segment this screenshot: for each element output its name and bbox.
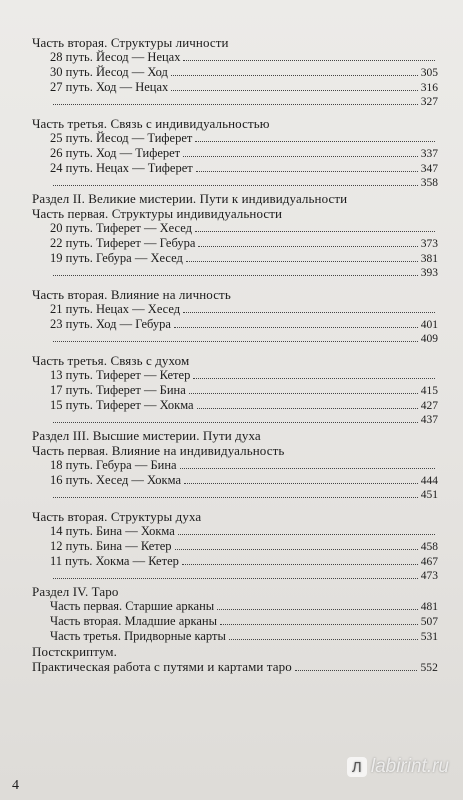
toc-page-number: 337 [420,148,438,160]
dot-leader [53,496,418,498]
toc-entry-label: Часть третья. Связь с индивидуальностью [32,116,270,131]
toc-entry-label: Раздел III. Высшие мистерии. Пути духа [32,428,261,443]
toc-entry [28,176,438,191]
dot-leader [53,103,418,105]
toc-entry [28,473,438,488]
toc-entry [28,614,438,629]
dot-leader [183,155,418,157]
toc-entry-label: 23 путь. Ход — Гебура [50,317,171,331]
toc-entry [28,383,438,398]
toc-entry [28,368,438,383]
toc-entry [28,50,438,65]
watermark-text: labirint.ru [370,756,449,777]
dot-leader [182,563,418,565]
dot-leader [229,638,418,640]
toc-entry-label: 24 путь. Нецах — Тиферет [50,161,193,175]
dot-leader [175,548,418,550]
dot-leader [220,623,418,625]
toc-entry-label: 28 путь. Йесод — Нецах [50,50,181,64]
toc-entry-label: Часть первая. Старшие арканы [50,599,215,613]
toc-page-number: 552 [420,662,438,674]
dot-leader [53,184,418,186]
toc-entry [28,302,438,317]
dot-leader [186,260,418,262]
toc-entry [28,599,438,614]
toc-entry-label: Практическая работа с путями и картами таро [32,659,292,674]
toc-entry-label: Раздел II. Великие мистерии. Пути к индивидуальности [32,191,348,206]
toc-page-number: 327 [420,96,438,108]
toc-entry-label: 27 путь. Ход — Нецах [50,80,169,94]
dot-leader [195,230,435,232]
page-number: 4 [12,778,19,793]
toc-entry [28,131,438,146]
dot-leader [178,533,435,535]
toc-entry [28,80,438,95]
toc-entry [28,146,438,161]
dot-leader [195,140,435,142]
toc-entry-label: 30 путь. Йесод — Ход [50,65,168,79]
toc-page-number: 393 [420,267,438,279]
toc-entry [28,524,438,539]
toc-heading [28,116,438,131]
dot-leader [53,340,418,342]
dot-leader [53,274,418,276]
toc-subheading [28,206,438,221]
table-of-contents [28,35,438,674]
toc-entry-label: 13 путь. Тиферет — Кетер [50,368,191,382]
toc-page-number: 415 [420,385,438,397]
toc-entry-label: 15 путь. Тиферет — Хокма [50,398,194,412]
toc-heading [28,509,438,524]
toc-entry-label: Часть третья. Придворные карты [50,629,226,643]
toc-entry [28,251,438,266]
toc-heading [28,584,438,599]
toc-page-number: 401 [420,319,438,331]
toc-entry-label: 19 путь. Гебура — Хесед [50,251,183,265]
toc-entry-label: Часть вторая. Структуры личности [32,35,229,50]
toc-entry-label: 18 путь. Гебура — Бина [50,458,177,472]
toc-heading [28,644,438,659]
toc-entry-label: Часть первая. Структуры индивидуальности [32,206,283,221]
toc-entry-label: 16 путь. Хесед — Хокма [50,473,181,487]
toc-entry [28,221,438,236]
toc-heading [28,287,438,302]
dot-leader [53,577,418,579]
toc-entry [28,332,438,347]
toc-entry [28,569,438,584]
toc-page-number: 437 [420,414,438,426]
toc-entry-label: Раздел IV. Таро [32,584,119,599]
toc-entry [28,488,438,503]
toc-entry [28,317,438,332]
dot-leader [193,377,435,379]
dot-leader [53,421,418,423]
toc-entry [28,266,438,281]
toc-page-number: 458 [420,541,438,553]
toc-page-number: 444 [420,475,438,487]
dot-leader [197,407,418,409]
toc-heading [28,353,438,368]
toc-entry [28,161,438,176]
toc-entry-label: 12 путь. Бина — Кетер [50,539,172,553]
dot-leader [196,170,418,172]
toc-heading [28,428,438,443]
toc-page-number: 427 [420,400,438,412]
dot-leader [174,326,418,328]
toc-entry-label: 14 путь. Бина — Хокма [50,524,175,538]
toc-page-number: 347 [420,163,438,175]
toc-entry-label: 11 путь. Хокма — Кетер [50,554,179,568]
toc-entry-label: 21 путь. Нецах — Хесед [50,302,181,316]
toc-entry-label: Часть третья. Связь с духом [32,353,190,368]
dot-leader [183,59,435,61]
toc-page-number: 305 [420,67,438,79]
toc-entry [28,398,438,413]
toc-page-number: 467 [420,556,438,568]
toc-entry-label: 25 путь. Йесод — Тиферет [50,131,193,145]
toc-entry [28,554,438,569]
toc-entry-label: Часть вторая. Структуры духа [32,509,202,524]
watermark [347,756,449,778]
dot-leader [183,311,435,313]
toc-page-number: 316 [420,82,438,94]
toc-heading [28,35,438,50]
toc-entry [28,539,438,554]
toc-page-number: 409 [420,333,438,345]
toc-entry [28,413,438,428]
toc-entry [28,65,438,80]
toc-entry-label: 20 путь. Тиферет — Хесед [50,221,192,235]
toc-page-number: 481 [420,601,438,613]
toc-heading [28,659,438,674]
dot-leader [171,89,417,91]
toc-page-number: 451 [420,489,438,501]
toc-page-number: 473 [420,570,438,582]
toc-entry-label: Часть вторая. Влияние на личность [32,287,231,302]
toc-entry [28,458,438,473]
toc-heading [28,191,438,206]
toc-entry-label: 26 путь. Ход — Тиферет [50,146,181,160]
toc-page-number: 507 [420,616,438,628]
toc-entry-label: Часть вторая. Младшие арканы [50,614,218,628]
dot-leader [180,467,435,469]
toc-entry-label: Часть первая. Влияние на индивидуальность [32,443,285,458]
toc-entry-label: 17 путь. Тиферет — Бина [50,383,186,397]
dot-leader [217,608,418,610]
toc-subheading [28,443,438,458]
toc-page-number: 373 [420,238,438,250]
dot-leader [171,74,418,76]
toc-entry [28,236,438,251]
toc-entry [28,629,438,644]
dot-leader [295,669,418,671]
toc-page-number: 531 [420,631,438,643]
toc-entry [28,95,438,110]
toc-entry-label: Постскриптум. [32,644,117,659]
dot-leader [184,482,418,484]
toc-page-number: 381 [420,253,438,265]
dot-leader [189,392,418,394]
labirint-logo-icon: Л [347,757,367,777]
toc-entry-label: 22 путь. Тиферет — Гебура [50,236,196,250]
toc-page-number: 358 [420,177,438,189]
dot-leader [198,245,417,247]
